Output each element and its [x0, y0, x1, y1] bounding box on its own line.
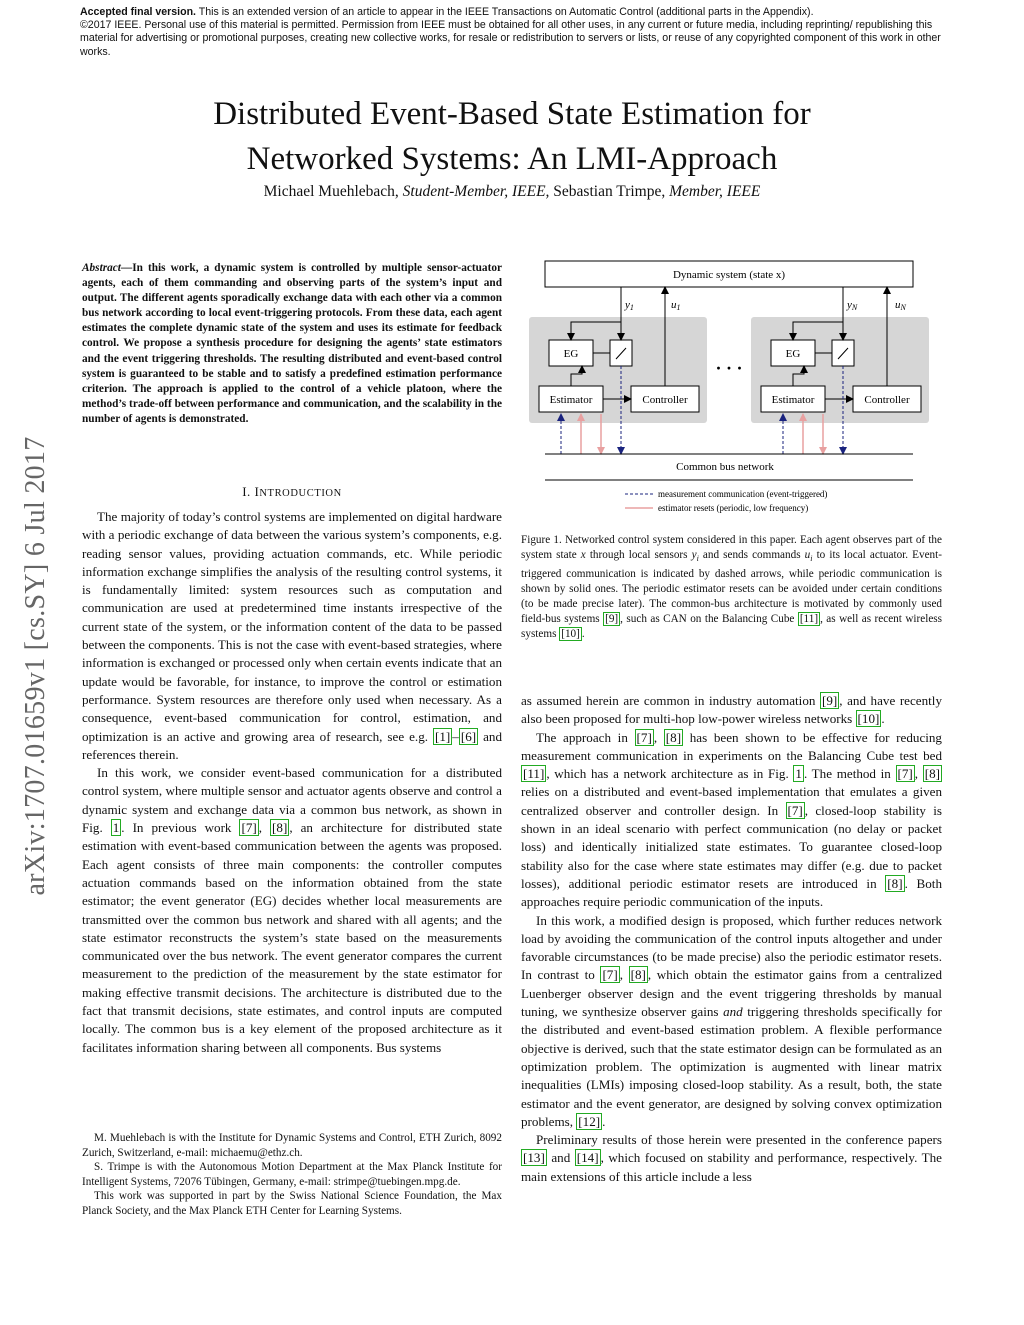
- text-run: , closed-loop stability is shown in an ideal scenario with perfect communication (no delay or packet loss) and identically initialized state estimates. To guarantee closed-loop stability also for the case where state estimates may differ (e.g. due to packet losses), additional periodic estimator resets are introduced in: [521, 802, 942, 891]
- text-run: triggering thresholds specifically for the distributed and event-based estimation problem. A flexible performance objective is derived, such that the state estimator design can be formulated as an optimization problem. The optimization is augmented with linear matrix inequalities (LMIs) imposing closed-loop stability. As a result, both, the state estimator and the event generator, are designed by solving convex optimization problems,: [521, 1004, 943, 1129]
- y1-label: y1: [625, 299, 634, 312]
- un-label: uN: [895, 299, 906, 312]
- math-sub: i: [696, 554, 699, 564]
- text-run: . The method in: [803, 766, 896, 782]
- dynamic-system-label: Dynamic system (state x): [672, 269, 786, 281]
- text-run: .: [581, 628, 585, 641]
- legend-meas-label: measurement communication (event-triggered): [658, 489, 828, 499]
- arxiv-stamp: [6, 380, 66, 940]
- text-run: Networked control system considered in this paper. Each agent observes part of the system state: [521, 534, 942, 562]
- right-paragraph-2: [521, 729, 942, 912]
- intro-paragraph-2: [82, 764, 502, 1057]
- citation-link[interactable]: [13]: [523, 1150, 545, 1166]
- text-run: to its local actuator. Event-triggered communication is indicated by dashed arrows, while periodic communication is shown by solid ones. The periodic estimator resets can be avoided under certain conditions (to be made precise later). The common-bus architecture is motivated by commonly used field-bus systems: [521, 549, 942, 626]
- citation-link[interactable]: [8]: [665, 729, 682, 745]
- text-run: . Both approaches require periodic communication of the inputs.: [521, 875, 942, 910]
- math-sub: i: [810, 554, 813, 564]
- text-run: . In previous work: [121, 820, 240, 836]
- citation-link[interactable]: [11]: [523, 766, 545, 782]
- footnote-2: S. Trimpe is with the Autonomous Motion Department at the Max Planck Institute for Intelligent Systems, 72076 Tübingen, Germany, e-mail: strimpe@tuebingen.mpg.de.: [82, 1161, 502, 1188]
- citation-link[interactable]: [7]: [897, 766, 913, 782]
- citation-link[interactable]: [9]: [605, 613, 619, 626]
- figure-1-svg: [521, 256, 942, 518]
- math-x: x: [580, 549, 586, 562]
- citation-link[interactable]: [14]: [576, 1150, 599, 1166]
- text-run: and sends commands: [698, 549, 805, 562]
- citation-link[interactable]: [1]: [435, 728, 451, 744]
- text-run: –: [452, 728, 459, 744]
- right-paragraph-3: [521, 912, 942, 1132]
- text-run: , which focused on stability and performance, respectively. The main extensions of this article include a less: [521, 1150, 942, 1184]
- figure-link[interactable]: 1: [112, 820, 120, 836]
- text-run: , an architecture for distributed state estimation with event-based communication between the agents was proposed. Each agent consists of three main components: the controller computes actuation commands based on the information obtained from the state estimator; the event generator (EG) decides whether local measurements are transmitted over the common bus network and shared with all agents; and the state estimator reconstructs the system’s state based on the measurements communicated over the bus network. The event generator compares the current measurement to the prediction of the measurement by the state estimator for making effective transmit decisions. The architecture is distributed due to the fact that transmit decisions, state estimates, and control inputs are computed locally. The common bus is a key element of the proposed architecture as it facilitates information sharing between all components. Bus systems: [82, 820, 503, 1055]
- citation-link[interactable]: [8]: [924, 766, 941, 782]
- right-column-body: [521, 692, 942, 1186]
- text-run: .: [602, 1113, 606, 1129]
- citation-link[interactable]: [8]: [630, 967, 646, 983]
- intro-paragraph-1: [82, 508, 502, 764]
- citation-link[interactable]: [8]: [272, 820, 288, 836]
- controller-label-n: Controller: [864, 394, 910, 406]
- citation-link[interactable]: [11]: [799, 613, 819, 626]
- author-1: Michael Muehlebach,: [263, 183, 403, 200]
- text-run: , and have recently also been proposed for multi-hop low-power wireless networks: [521, 693, 942, 727]
- eg-label-n: EG: [785, 348, 801, 360]
- paper-title: [80, 92, 944, 182]
- text-run: Preliminary results of those herein were presented in the conference papers: [536, 1132, 942, 1148]
- text-run: , such as CAN on the Balancing Cube: [620, 613, 798, 626]
- bus-label: Common bus network: [676, 461, 774, 473]
- abstract: [82, 261, 502, 427]
- caption-label: Figure 1.: [521, 534, 562, 546]
- section-number: I.: [242, 484, 255, 499]
- figure-1-diagram: [521, 256, 942, 518]
- yn-label: yN: [847, 299, 858, 312]
- u1-label: u1: [671, 299, 681, 312]
- estimator-label-n: Estimator: [771, 394, 815, 406]
- title-line1: Distributed Event-Based State Estimation for: [213, 96, 811, 132]
- text-run: The approach in: [536, 729, 635, 745]
- arxiv-id: arXiv:1707.01659v1 [cs.SY] 6 Jul 2017: [20, 436, 51, 896]
- text-run: and references therein.: [82, 728, 502, 762]
- footnotes: [82, 1131, 502, 1219]
- citation-link[interactable]: [7]: [602, 967, 618, 983]
- legend-reset-label: estimator resets (periodic, low frequency): [658, 503, 809, 513]
- text-run: ,: [619, 967, 629, 983]
- citation-link[interactable]: [10]: [857, 711, 880, 727]
- citation-link[interactable]: [7]: [787, 802, 803, 818]
- text-run: ,: [258, 820, 271, 836]
- eg-label-1: EG: [563, 348, 579, 360]
- text-run: , as well as recent wireless systems: [521, 613, 942, 641]
- footnote-1: M. Muehlebach is with the Institute for Dynamic Systems and Control, ETH Zurich, 8092 Zurich, Switzerland, e-mail: michaemu@ethz.ch.: [82, 1132, 502, 1159]
- citation-link[interactable]: [9]: [821, 693, 838, 708]
- ellipsis: · · ·: [715, 358, 743, 378]
- text-run: .: [881, 711, 885, 727]
- math-y: y: [691, 549, 697, 562]
- emphasis: and: [723, 1004, 743, 1020]
- notice-bold: Accepted final version.: [80, 6, 196, 18]
- citation-link[interactable]: [7]: [241, 820, 257, 836]
- text-run: ,: [653, 729, 664, 745]
- abstract-text: —In this work, a dynamic system is controlled by multiple sensor-actuator agents, each of them commanding and observing parts of the system’s input and output. The different agents sporadically exchange data with each other via a common bus network according to local event-triggering protocols. From these data, each agent estimates the complete dynamic state of the system and uses its estimate for feedback control. We propose a synthesis procedure for designing the agents’ state estimators and the event triggering thresholds. The resulting distributed and event-based control system is guaranteed to be stable and to satisfy a predefined estimation performance criterion. The approach is applied to the control of a vehicle platoon, where the method’s trade-off between performance and communication, and the scalability in the number of agents is demonstrated.: [82, 262, 502, 425]
- text-run: relies on a distributed and event-based implementation that emulates a given centralized observer and controller design. In: [521, 784, 942, 818]
- controller-label-1: Controller: [642, 394, 688, 406]
- citation-link[interactable]: [10]: [561, 628, 580, 641]
- estimator-label-1: Estimator: [549, 394, 593, 406]
- author-2-role: Member, IEEE: [669, 183, 761, 200]
- notice-line1: This is an extended version of an article to appear in the IEEE Transactions on Automatic Control (additional parts in the Appendix).: [195, 6, 814, 18]
- abstract-label: Abstract: [82, 262, 121, 274]
- text-run: and: [546, 1150, 575, 1166]
- citation-link[interactable]: [6]: [460, 728, 477, 744]
- section-rest: NTRODUCTION: [259, 488, 342, 499]
- footnote-3: This work was supported in part by the Swiss National Science Foundation, the Max Planck Society, and the Max Planck ETH Center for Learning Systems.: [82, 1190, 502, 1217]
- text-run: , which obtain the estimator gains from a centralized Luenberger observer design and the event triggering thresholds by manual tuning, we synthesize observer gains: [521, 967, 942, 1020]
- text-run: In this work, we consider event-based communication for a distributed control system, where multiple sensor and actuator agents observe and control a dynamic system and exchange data via a common bus network, as shown in Fig.: [82, 765, 502, 836]
- text-run: has been shown to be effective for reducing measurement communication in experiments on the Balancing Cube test bed: [521, 729, 942, 763]
- text-run: ,: [914, 766, 923, 782]
- right-paragraph-4: [521, 1131, 942, 1186]
- text-run: The majority of today’s control systems are implemented on digital hardware with a periodic exchange of data between the various system’s components, e.g. reading sensor values, providing actuation commands, etc. While periodic information exchange simplifies the analysis of the resulting control systems, it is fundamentally limited: system resources such as computation and communication are used at predetermined time instants irrespective of the current state of the system, or the information content of the data to be passed between the components. This is not the case with event-based strategies, where information is exchanged or processed only when certain events indicate that an update would be favorable, for instance, to improve the control or estimation performance. System resources are therefore only used when necessary. As a consequence, event-based communication for control, estimation, and optimization is an active and growing area of research, see e.g.: [82, 509, 502, 744]
- author-2: Sebastian Trimpe,: [549, 183, 670, 200]
- section-heading-introduction: [82, 484, 502, 500]
- citation-link[interactable]: [8]: [887, 875, 903, 891]
- text-run: through local sensors: [585, 549, 692, 562]
- left-column-body: [82, 508, 502, 1057]
- math-u: u: [804, 549, 811, 562]
- author-list: [80, 183, 944, 201]
- text-run: In this work, a modified design is proposed, which further reduces network load by avoiding the communication of the control inputs altogether and under favorable circumstances (to be made precise) also the periodic estimator resets. In contrast to: [521, 912, 942, 983]
- figure-1-caption: [521, 533, 942, 643]
- title-line2: Networked Systems: An LMI-Approach: [246, 141, 778, 177]
- caption-text: [521, 533, 942, 643]
- right-paragraph-1: [521, 692, 942, 729]
- author-1-role: Student-Member, IEEE,: [402, 183, 550, 200]
- text-run: as assumed herein are common in industry automation: [521, 693, 820, 708]
- figure-link[interactable]: 1: [795, 766, 802, 782]
- citation-link[interactable]: [7]: [636, 729, 652, 745]
- notice-line2: ©2017 IEEE. Personal use of this material is permitted. Permission from IEEE must be obtained for all other uses, in any current or future media, including reprinting/ republishing this material for advertising or promotional purposes, creating new collective works, for resale or redistribution to servers or lists, or reuse of any copyrighted component of this work in other works.: [80, 19, 941, 58]
- citation-link[interactable]: [12]: [578, 1113, 601, 1129]
- copyright-notice: [80, 6, 960, 59]
- section-first-letter: I: [254, 484, 260, 499]
- text-run: , which has a network architecture as in Fig.: [546, 766, 794, 782]
